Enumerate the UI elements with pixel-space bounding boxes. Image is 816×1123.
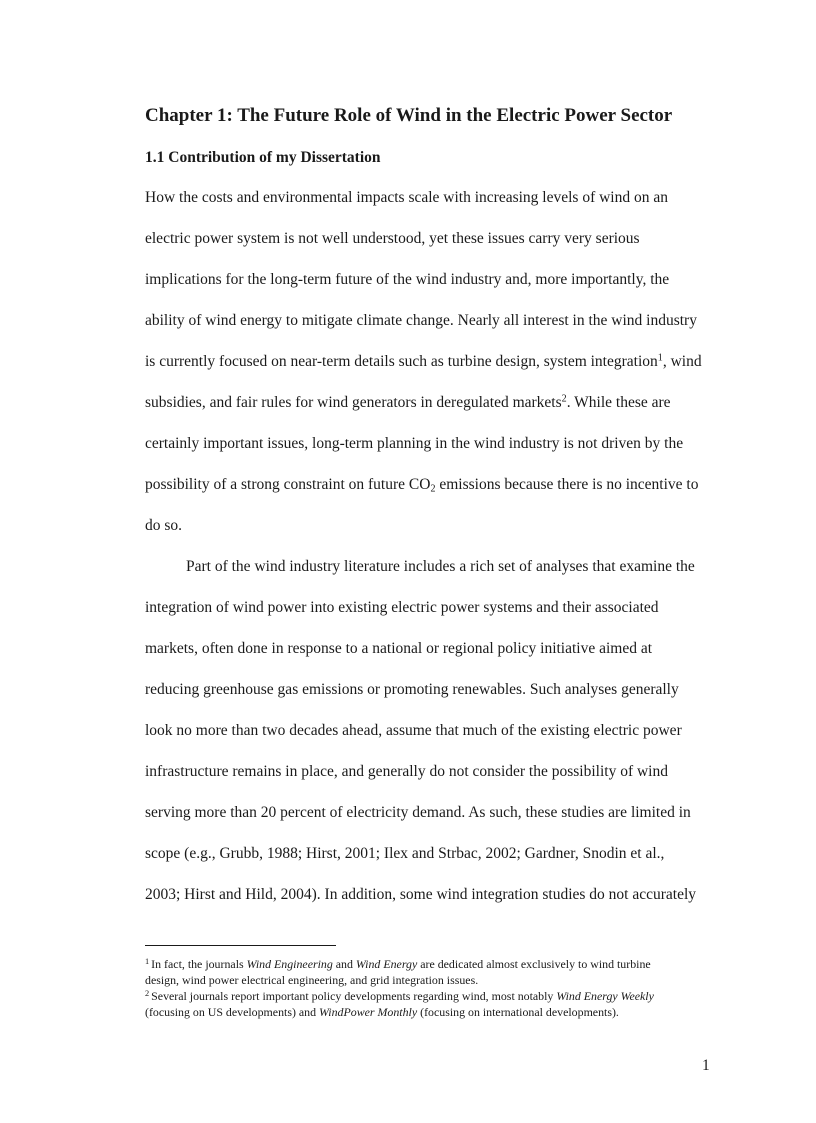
subscript: 2 <box>430 483 436 495</box>
line-text: subsidies, and fair rules for wind generators in deregulated markets <box>145 394 562 411</box>
paragraph-2-line-8: scope (e.g., Grubb, 1988; Hirst, 2001; Ilex and Strbac, 2002; Gardner, Snodin et al., <box>145 845 665 862</box>
footnote-marker: 1 <box>145 956 150 966</box>
footnote-2-line-2 <box>145 1005 619 1020</box>
paragraph-1-line-5 <box>145 352 702 372</box>
line-text: emissions because there is no incentive to <box>435 476 699 493</box>
journal-title: Wind Energy <box>355 957 418 971</box>
paragraph-1-line-3: implications for the long-term future of the wind industry and, more importantly, the <box>145 271 670 288</box>
line-text: , wind <box>662 353 702 370</box>
paragraph-2-line-5: look no more than two decades ahead, assume that much of the existing electric power <box>145 722 682 739</box>
footnote-marker: 2 <box>145 988 150 998</box>
footnote-divider <box>145 945 336 946</box>
paragraph-2-line-2: integration of wind power into existing electric power systems and their associated <box>145 599 659 616</box>
footnote-ref-2[interactable]: 2 <box>561 393 567 405</box>
footnote-1-line-1 <box>145 957 651 972</box>
line-text: are dedicated almost exclusively to wind turbine <box>417 957 651 971</box>
line-text: Several journals report important policy developments regarding wind, most notably <box>151 989 557 1003</box>
footnote-1-line-2: design, wind power electrical engineering, and grid integration issues. <box>145 973 479 987</box>
line-text: In fact, the journals <box>151 957 247 971</box>
paragraph-2-line-1: Part of the wind industry literature includes a rich set of analyses that examine the <box>186 558 695 575</box>
journal-title: WindPower Monthly <box>319 1005 418 1019</box>
footnote-2-line-1 <box>145 989 654 1004</box>
page-number: 1 <box>702 1057 710 1074</box>
paragraph-2-line-6: infrastructure remains in place, and generally do not consider the possibility of wind <box>145 763 668 780</box>
paragraph-2-line-3: markets, often done in response to a national or regional policy initiative aimed at <box>145 640 653 657</box>
paragraph-1-line-4: ability of wind energy to mitigate climate change. Nearly all interest in the wind industry <box>145 312 697 329</box>
paragraph-2-line-9: 2003; Hirst and Hild, 2004). In addition, some wind integration studies do not accurately <box>145 886 697 903</box>
paragraph-1-line-1: How the costs and environmental impacts scale with increasing levels of wind on an <box>145 189 668 206</box>
paragraph-1-line-8 <box>145 475 698 495</box>
line-text: possibility of a strong constraint on future CO <box>145 476 431 493</box>
paragraph-1-line-9: do so. <box>145 517 183 534</box>
paragraph-2-line-4: reducing greenhouse gas emissions or promoting renewables. Such analyses generally <box>145 681 679 698</box>
paragraph-2-line-7: serving more than 20 percent of electricity demand. As such, these studies are limited in <box>145 804 691 821</box>
journal-title: Wind Engineering <box>246 957 333 971</box>
chapter-title: Chapter 1: The Future Role of Wind in the Electric Power Sector <box>145 105 673 126</box>
line-text: . While these are <box>566 394 671 411</box>
line-text: (focusing on international developments). <box>417 1005 619 1019</box>
paragraph-1-line-6 <box>145 393 671 413</box>
journal-title: Wind Energy Weekly <box>556 989 654 1003</box>
paragraph-1-line-7: certainly important issues, long-term planning in the wind industry is not driven by the <box>145 435 684 452</box>
section-heading: 1.1 Contribution of my Dissertation <box>145 149 381 166</box>
footnote-ref-1[interactable]: 1 <box>657 352 663 364</box>
line-text: is currently focused on near-term details such as turbine design, system integration <box>145 353 658 370</box>
line-text: and <box>332 957 356 971</box>
line-text: (focusing on US developments) and <box>145 1005 320 1019</box>
paragraph-1-line-2: electric power system is not well understood, yet these issues carry very serious <box>145 230 640 247</box>
